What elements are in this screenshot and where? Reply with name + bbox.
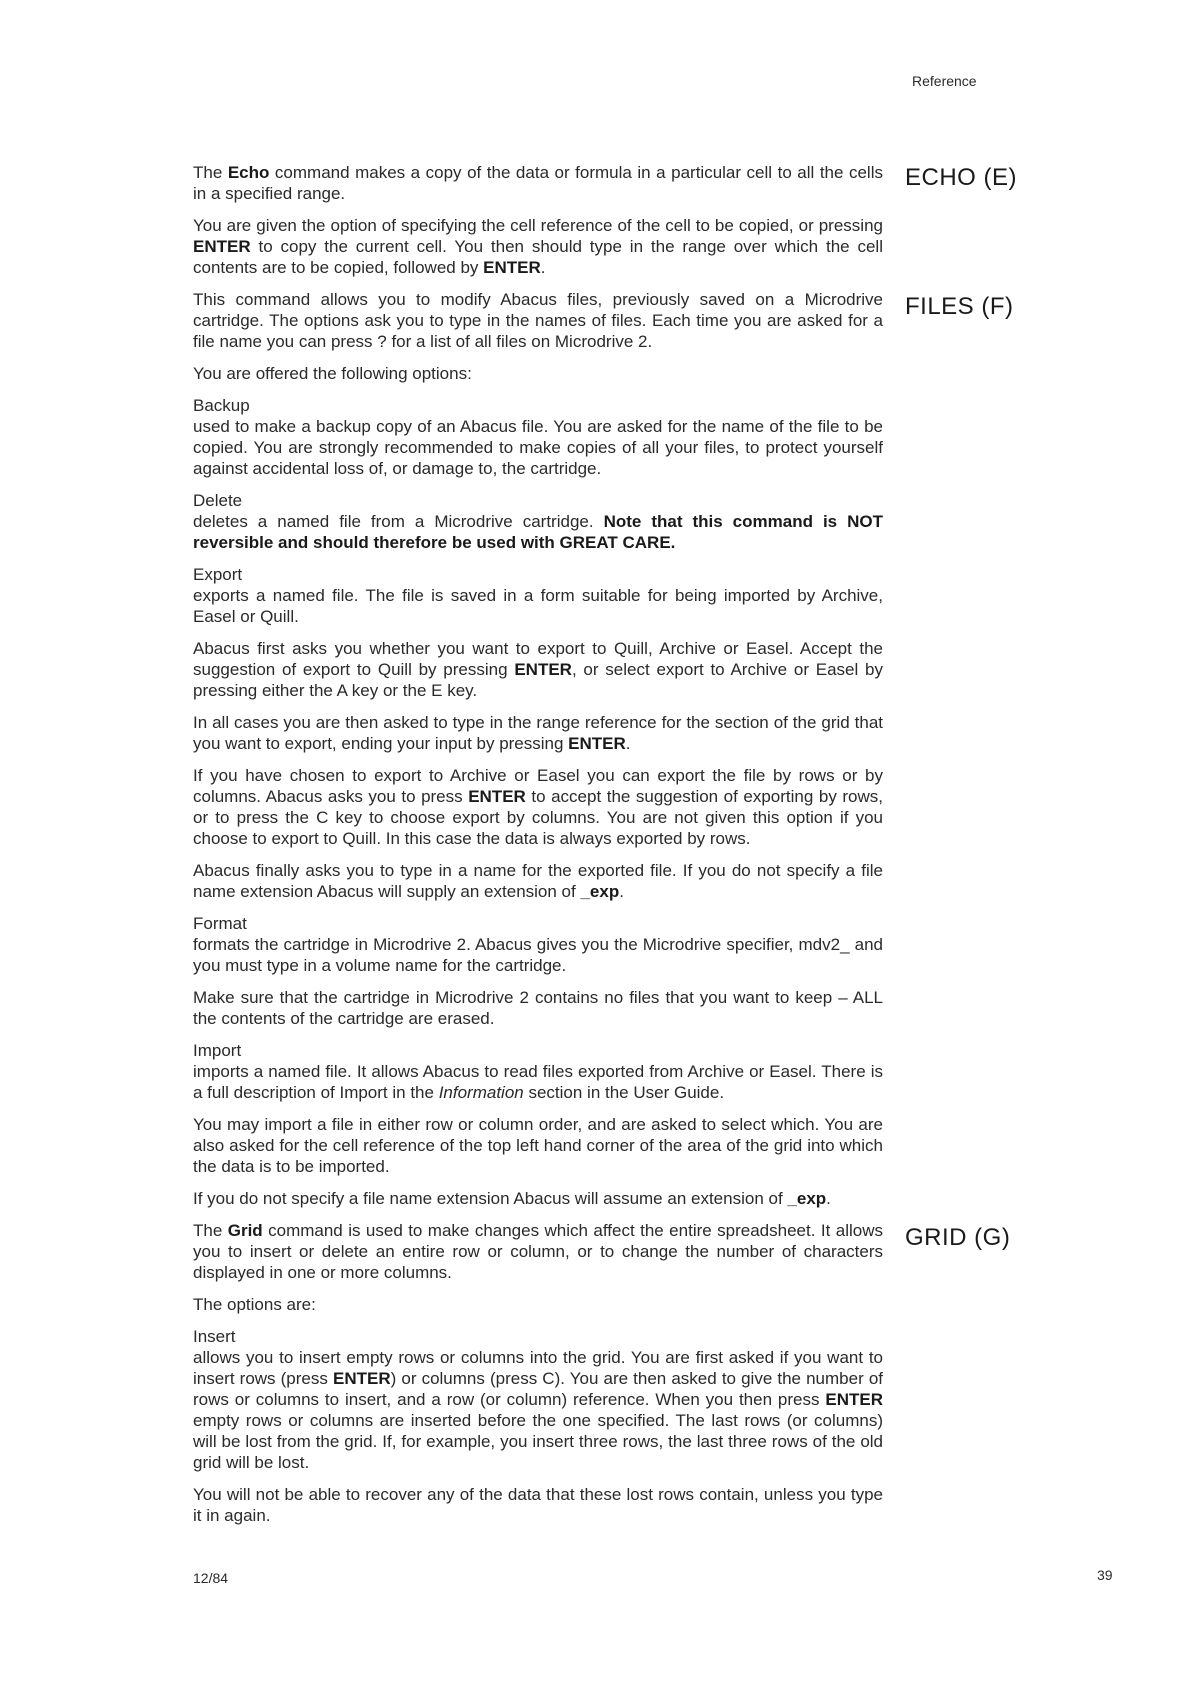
running-header: Reference — [912, 73, 977, 89]
footer-date: 12/84 — [193, 1570, 229, 1586]
grid-last-paragraph: You will not be able to recover any of the data that these lost rows contain, unless you type it in again. — [193, 1485, 883, 1525]
delete-title: Delete — [193, 491, 243, 510]
import-paragraph-2: You may import a file in either row or column order, and are asked to select which. You are also asked for the cell reference of the top left hand corner of the area of the grid into which the data is to be imported. — [193, 1115, 883, 1176]
export-title: Export — [193, 565, 243, 584]
backup-title: Backup — [193, 396, 250, 415]
import-title: Import — [193, 1041, 242, 1060]
format-title: Format — [193, 914, 247, 933]
delete-text: deletes a named file from a Microdrive cartridge. Note that this command is NOT reversible and should therefore be used with GREAT CARE. — [193, 512, 883, 552]
grid-options: The options are: — [193, 1295, 316, 1314]
export-paragraph-2: Abacus first asks you whether you want to export to Quill, Archive or Easel. Accept the suggestion of export to Quill by pressing ENTER, or select export to Archive or Easel by pressing either the A key or the E key. — [193, 639, 883, 700]
export-paragraph-5: Abacus finally asks you to type in a name for the exported file. If you do not specify a file name extension Abacus will supply an extension of _exp. — [193, 861, 883, 901]
body-text — [193, 162, 883, 1537]
heading-grid: GRID (G) — [905, 1224, 1011, 1251]
format-paragraph-2: Make sure that the cartridge in Microdrive 2 contains no files that you want to keep – ALL the contents of the cartridge are erased. — [193, 988, 883, 1028]
files-offered: You are offered the following options: — [193, 364, 472, 383]
echo-paragraph-2: You are given the option of specifying the cell reference of the cell to be copied, or pressing ENTER to copy the current cell. You then should type in the range over which the cell contents are to be copied, followed by ENTER. — [193, 216, 883, 277]
page-number: 39 — [1097, 1567, 1113, 1583]
format-text: formats the cartridge in Microdrive 2. Abacus gives you the Microdrive specifier, mdv2_ and you must type in a volume name for the cartridge. — [193, 935, 883, 975]
insert-title: Insert — [193, 1327, 236, 1346]
grid-paragraph-1: The Grid command is used to make changes which affect the entire spreadsheet. It allows you to insert or delete an entire row or column, or to change the number of characters displayed in one or more columns. — [193, 1221, 883, 1282]
files-intro: This command allows you to modify Abacus files, previously saved on a Microdrive cartridge. The options ask you to type in the names of files. Each time you are asked for a file name you can press ? for a list of all files on Microdrive 2. — [193, 290, 883, 351]
import-text: imports a named file. It allows Abacus to read files exported from Archive or Easel. There is a full description of Import in the Information section in the User Guide. — [193, 1062, 883, 1102]
export-paragraph-4: If you have chosen to export to Archive or Easel you can export the file by rows or by columns. Abacus asks you to press ENTER to accept the suggestion of exporting by rows, or to press the C key to choose export by columns. You are not given this option if you choose to export to Quill. In this case the data is always exported by rows. — [193, 766, 883, 848]
export-text: exports a named file. The file is saved in a form suitable for being imported by Archive, Easel or Quill. — [193, 586, 883, 626]
import-paragraph-3: If you do not specify a file name extension Abacus will assume an extension of _exp. — [193, 1189, 831, 1208]
backup-text: used to make a backup copy of an Abacus file. You are asked for the name of the file to be copied. You are strongly recommended to make copies of all your files, to protect yourself against accidental loss of, or damage to, the cartridge. — [193, 417, 883, 478]
heading-files: FILES (F) — [905, 293, 1014, 320]
insert-text: allows you to insert empty rows or columns into the grid. You are first asked if you want to insert rows (press ENTER) or columns (press C). You are then asked to give the number of rows or columns to insert, and a row (or column) reference. When you then press ENTER empty rows or columns are inserted before the one specified. The last rows (or columns) will be lost from the grid. If, for example, you insert three rows, the last three rows of the old grid will be lost. — [193, 1348, 883, 1472]
export-paragraph-3: In all cases you are then asked to type in the range reference for the section of the grid that you want to export, ending your input by pressing ENTER. — [193, 713, 883, 753]
echo-paragraph-1: The Echo command makes a copy of the data or formula in a particular cell to all the cells in a specified range. — [193, 163, 883, 203]
heading-echo: ECHO (E) — [905, 164, 1017, 191]
